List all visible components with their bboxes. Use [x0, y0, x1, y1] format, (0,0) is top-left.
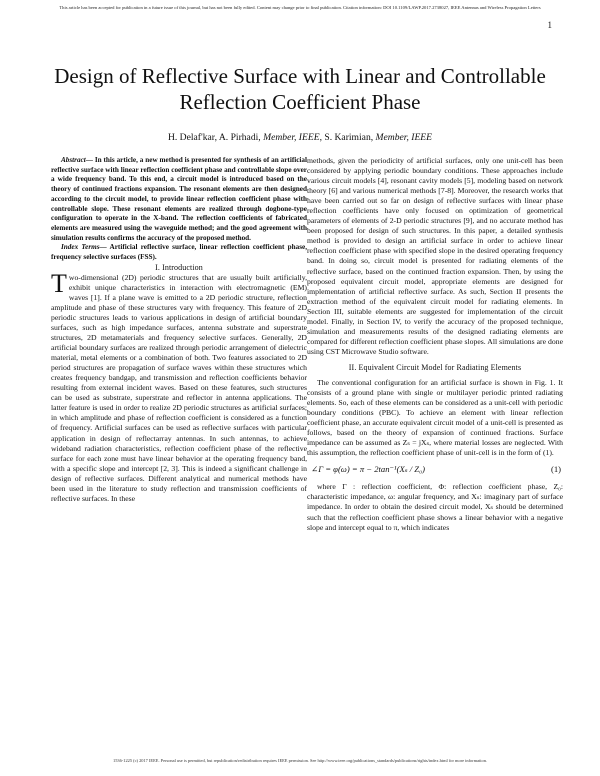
author-names-1: H. Delaf'kar, A. Pirhadi,	[167, 132, 264, 143]
index-terms-label: Index Terms—	[61, 243, 107, 252]
introduction-text: wo-dimensional (2D) periodic structures that are usually built artificially, exhibit unique characteristics in interaction with electromagnetic (EM) waves [1]. If a plane wave is emitted to a 2D periodic structure, reflection amplitude and phase of these structures vary with frequency. This feature of 2D periodic structures leads to various applications in design of artificial boundary surfaces, such as high impedance surfaces, antenna substrate and superstrate structures, 2D metamaterials and frequency selective surfaces. Generally, 2D artificial boundary surfaces are realized through periodic arrangement of dielectric material, metal elements or a combination of both. Two features associated to 2D period structures are propagation of surface waves within these structures which creates frequency bandgap, and transmission and reflection coefficients behavior resulting from external incident waves. Based on these features, such structures can be used as substrate, superstrate and reflector in antenna applications. The latter feature is used in order to realize 2D periodic structures as artificial surfaces; in which amplitude and phase of reflection coefficient is considered as a function of frequency. Artificial surfaces can be used as reflective surfaces with particular application in design of reflectarray antennas. In such antennas, to achieve wideband radiation characteristics, reflection coefficient phase of the reflective surface for each zone must have linear behavior at the operating frequency band, with a specific slope and intercept [2, 3]. This is indeed a significant challenge in design of reflective surfaces. Different analytical and numerical methods have been used in the literature to study reflection and transmission coefficients of reflective surfaces. In these	[51, 272, 307, 503]
page-number: 1	[547, 20, 552, 30]
section-heading-introduction: I. Introduction	[155, 262, 203, 272]
right-column	[307, 156, 563, 533]
equation-1	[307, 461, 563, 479]
paragraph-circuit-model: The conventional configuration for an artificial surface is shown in Fig. 1. It consists of a ground plane with single or multilayer periodic printed radiating elements. So, each of these elements can be considered as a unit-cell with periodic boundary conditions (PBC). To achieve an element with linear reflection coefficient phase, an accurate equivalent circuit model of a unit-cell is presented as follows, based on the theory of expansion of continued fractions. Surface impedance can be assumed as Zₛ = jXₛ, where material losses are neglected. With this assumption, the reflection coefficient phase of unit-cell is in the form of (1).	[307, 377, 563, 458]
abstract-label: Abstract—	[61, 156, 93, 164]
index-terms-text: Artificial reflective surface, linear reflection coefficient phase, frequency selective surfaces (FSS).	[51, 243, 307, 262]
introduction-paragraph	[51, 268, 307, 504]
paragraph-where: where Γ : reflection coefficient, Φ: reflection coefficient phase, Z₀: characteristic impedance, ω: angular frequency, and Xₛ: imaginary part of surface impedance. In order to obtain the desired circuit model, Xₛ should be determined such that the reflection coefficient phase shows a linear behavior with a negative slope and intercept equal to π, which indicates	[307, 482, 563, 532]
copyright-footer: 1536-1225 (c) 2017 IEEE. Personal use is permitted, but republication/redistribution requires IEEE permission. See http://www.ieee.org/publications_standards/publications/rights/index.html for more information.	[113, 758, 487, 763]
abstract	[51, 156, 307, 243]
paper-title: Design of Reflective Surface with Linear and Controllable Reflection Coefficient Phase	[54, 64, 546, 114]
drop-cap: T	[51, 268, 67, 298]
abstract-text: In this article, a new method is presented for synthesis of an artificial reflective surface with linear reflection coefficient phase and controllable slope over a wide frequency band. To this end, a circuit model is introduced based on the theory of continued fractions expansion. The resonant elements are then designed according to the circuit model, to provide linear reflection coefficient phase with controllable slope. These resonant elements are realized through dogbone-type configuration to operate in the X-band. The reflection coefficients of fabricated elements are measured using the waveguide method; and the good agreement with simulation results confirms the accuracy of the proposed method.	[51, 156, 307, 242]
author-names-2: , S. Karimian,	[319, 132, 376, 143]
equation-number: (1)	[550, 464, 561, 475]
author-role-2: Member, IEEE	[375, 132, 433, 143]
equation-body: ∠Γ = φ(ω) = π − 2tan⁻¹(Xₛ / Z₀)	[311, 464, 425, 475]
paragraph-continued: methods, given the periodicity of artificial surfaces, only one unit-cell has been considered by applying periodic boundary conditions. These approaches include various circuit models [4], resonant cavity models [5], modeling based on network theory [6] and various numerical methods [7-8]. Moreover, the research works that have been carried out so far on design of reflective surfaces with linear phase reflection coefficients have only focused on optimization of geometrical parameters of elements of 2-D periodic structures [9], and no accurate method has been proposed for design of such structures. In this paper, a detailed synthesis method is provided to design an artificial surface in order to achieve linear reflection coefficient phase with specified slope in the desired operating frequency band. In doing so, circuit model is presented for radiating elements of the reflective surface, based on the continued fraction expansion. Then, by using the proposed equivalent circuit model, appropriate elements are designed for implementation of artificial reflective surface. As such, Section II presents the extraction method of the equivalent circuit model for radiating elements. In Section III, suitable elements are suggested for implementation of the circuit model. Finally, in Section IV, to verify the accuracy of the proposed technique, simulation and measurements results of the designed radiating elements are compared for different reflection coefficient phase slopes. All simulations are done using CST Microwave Studio software.	[307, 156, 563, 356]
section-heading-circuit-model: II. Equivalent Circuit Model for Radiating Elements	[348, 362, 522, 372]
left-column	[51, 156, 307, 504]
publication-notice: This article has been accepted for publication in a future issue of this journal, but has not been fully edited. Content may change prior to final publication. Citation information: DOI 10.1109/LAWP.2017.2738027, IEEE Antennas and Wireless Propagation Letters	[59, 5, 541, 10]
author-role-1: Member, IEEE	[263, 132, 320, 143]
index-terms	[51, 243, 307, 262]
author-line	[40, 132, 560, 143]
